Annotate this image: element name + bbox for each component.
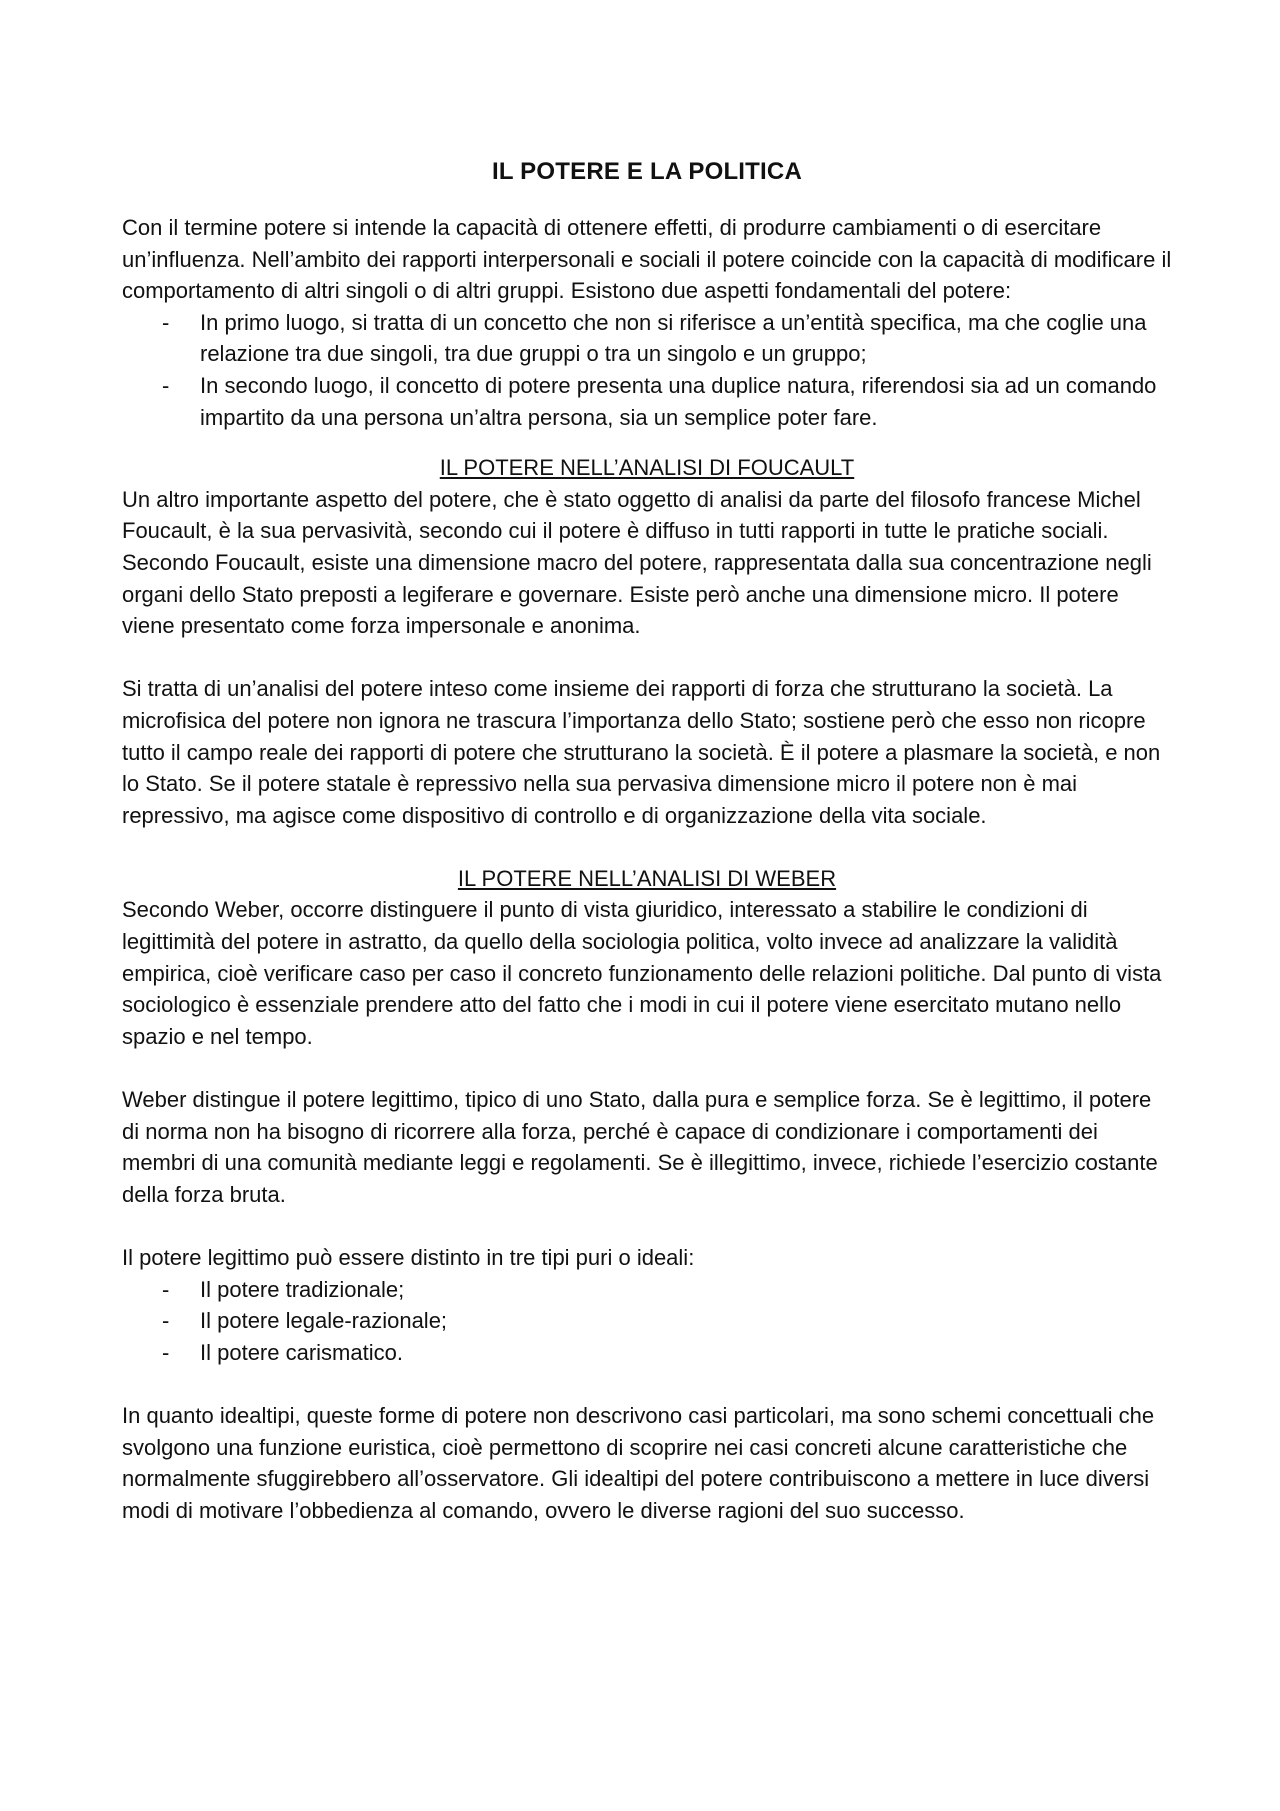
list-item: - Il potere legale-razionale; [122, 1305, 1172, 1337]
intro-aspects-list [122, 307, 1172, 433]
weber-paragraph-3: Il potere legittimo può essere distinto in tre tipi puri o ideali: [122, 1245, 695, 1270]
intro-paragraph: Con il termine potere si intende la capacità di ottenere effetti, di produrre cambiamenti o di esercitare un’influenza. Nell’ambito dei rapporti interpersonali e sociali il potere coincide con la capacità di modificare il comportamento di altri singoli o di altri gruppi. Esistono due aspetti fondamentali del potere: [122, 215, 1172, 304]
spacer [122, 1210, 1172, 1242]
spacer [122, 642, 1172, 674]
spacer [122, 831, 1172, 863]
document-title: IL POTERE E LA POLITICA [492, 158, 802, 185]
list-item: - Il potere carismatico. [122, 1337, 1172, 1369]
spacer [122, 433, 1172, 452]
document-body [122, 156, 1172, 1526]
weber-heading: IL POTERE NELL’ANALISI DI WEBER [457, 865, 837, 891]
weber-paragraph-1: Secondo Weber, occorre distinguere il punto di vista giuridico, interessato a stabilire le condizioni di legittimità del potere in astratto, da quello della sociologia politica, volto invece ad analizzare la validità empirica, cioè verificare caso per caso il concreto funzionamento delle relazioni politiche. Dal punto di vista sociologico è essenziale prendere atto del fatto che i modi in cui il potere viene esercitato mutano nello spazio e nel tempo. [122, 897, 1162, 1049]
power-types-list [122, 1274, 1172, 1369]
foucault-heading: IL POTERE NELL’ANALISI DI FOUCAULT [439, 455, 855, 481]
spacer [122, 1052, 1172, 1084]
weber-closing-paragraph: In quanto idealtipi, queste forme di potere non descrivono casi particolari, ma sono schemi concettuali che svolgono una funzione euristica, cioè permettono di scoprire nei casi concreti alcune caratteristiche che normalmente sfuggirebbero all’osservatore. Gli idealtipi del potere contribuiscono a mettere in luce diversi modi di motivare l’obbedienza al comando, ovvero le diverse ragioni del suo successo. [122, 1402, 1155, 1523]
foucault-paragraph-1: Un altro importante aspetto del potere, che è stato oggetto di analisi da parte del filosofo francese Michel Foucault, è la sua pervasività, secondo cui il potere è diffuso in tutti rapporti in tutte le pratiche sociali. Secondo Foucault, esiste una dimensione macro del potere, rappresentata dalla sua concentrazione negli organi dello Stato preposti a legiferare e governare. Esiste però anche una dimensione micro. Il potere viene presentato come forza impersonale e anonima. [122, 486, 1152, 639]
foucault-paragraph-2: Si tratta di un’analisi del potere inteso come insieme dei rapporti di forza che strutturano la società. La microfisica del potere non ignora ne trascura l’importanza dello Stato; sostiene però che esso non ricopre tutto il campo reale dei rapporti di potere che strutturano la società. È il potere a plasmare la società, e non lo Stato. Se il potere statale è repressivo nella sua pervasiva dimensione micro il potere non è mai repressivo, ma agisce come dispositivo di controllo e di organizzazione della vita sociale. [122, 676, 1161, 828]
list-item: - In primo luogo, si tratta di un concetto che non si riferisce a un’entità specifica, ma che coglie una relazione tra due singoli, tra due gruppi o tra un singolo e un gruppo; [122, 307, 1172, 370]
spacer [122, 1368, 1172, 1400]
weber-paragraph-2: Weber distingue il potere legittimo, tipico di uno Stato, dalla pura e semplice forza. Se è legittimo, il potere di norma non ha bisogno di ricorrere alla forza, perché è capace di condizionare i comportamenti dei membri di una comunità mediante leggi e regolamenti. Se è illegittimo, invece, richiede l’esercizio costante della forza bruta. [122, 1087, 1158, 1207]
list-item: - Il potere tradizionale; [122, 1274, 1172, 1306]
list-item: - In secondo luogo, il concetto di potere presenta una duplice natura, riferendosi sia ad un comando impartito da una persona un’altra persona, sia un semplice poter fare. [122, 370, 1172, 433]
